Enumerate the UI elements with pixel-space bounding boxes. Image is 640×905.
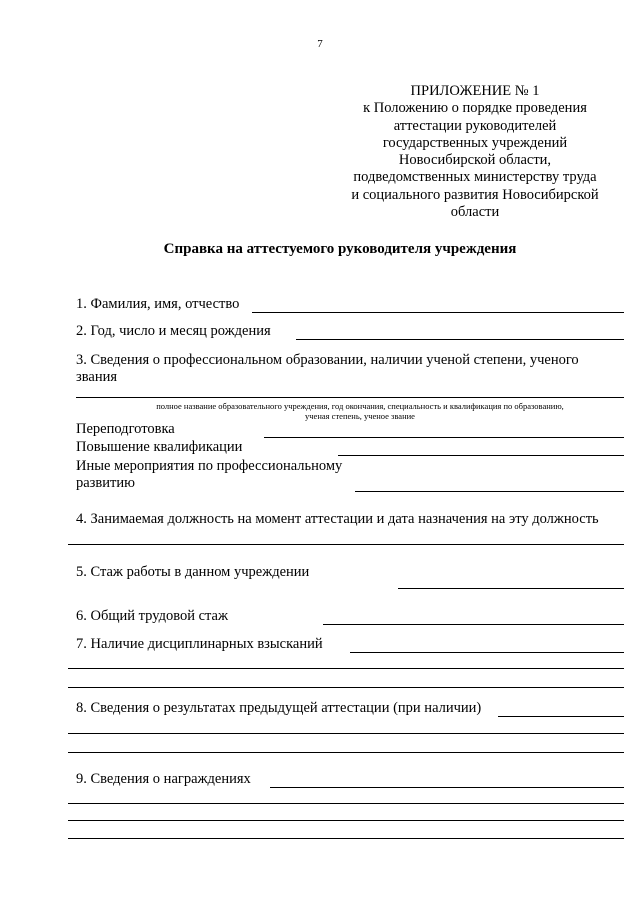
form-title: Справка на аттестуемого руководителя учреждения [163, 241, 517, 257]
appendix-line: области [450, 204, 500, 221]
disciplinary-field-line[interactable] [68, 668, 624, 669]
item-education-label-cont: звания [76, 369, 118, 385]
page-number: 7 [317, 38, 323, 50]
qualification-field-line[interactable] [338, 455, 624, 456]
disciplinary-field-line[interactable] [350, 652, 624, 653]
appendix-line: подведомственных министерству труда [353, 169, 597, 186]
awards-field-line[interactable] [68, 820, 624, 821]
item-awards-label: 9. Сведения о награждениях [76, 771, 251, 787]
full-name-field-line[interactable] [252, 312, 624, 313]
previous-attestation-field-line[interactable] [498, 716, 624, 717]
previous-attestation-field-line[interactable] [68, 733, 624, 734]
tenure-field-line[interactable] [398, 588, 624, 589]
education-hint-cont: ученая степень, ученое звание [305, 411, 415, 421]
other-development-label: Иные мероприятия по профессиональному [76, 458, 343, 474]
item-disciplinary-label: 7. Наличие дисциплинарных взысканий [76, 636, 323, 652]
awards-field-line[interactable] [68, 838, 624, 839]
total-experience-field-line[interactable] [323, 624, 624, 625]
appendix-line: к Положению о порядке проведения [363, 100, 587, 117]
other-development-label-cont: развитию [76, 475, 135, 491]
disciplinary-field-line[interactable] [68, 687, 624, 688]
appendix-block [340, 83, 610, 221]
item-position-label: 4. Занимаемая должность на момент аттестации и дата назначения на эту должность [76, 511, 599, 527]
item-full-name-label: 1. Фамилия, имя, отчество [76, 296, 240, 312]
item-previous-attestation-label: 8. Сведения о результатах предыдущей аттестации (при наличии) [76, 700, 482, 716]
other-development-field-line[interactable] [355, 491, 624, 492]
appendix-line: аттестации руководителей [393, 117, 557, 134]
appendix-title: ПРИЛОЖЕНИЕ № 1 [410, 83, 540, 99]
appendix-line: и социального развития Новосибирской [351, 186, 599, 203]
item-tenure-label: 5. Стаж работы в данном учреждении [76, 564, 310, 580]
appendix-line: государственных учреждений [382, 134, 568, 151]
education-hint: полное название образовательного учреждения, год окончания, специальность и квалификация по образованию, [156, 401, 564, 411]
education-field-line[interactable] [76, 397, 624, 398]
previous-attestation-field-line[interactable] [68, 752, 624, 753]
awards-field-line[interactable] [270, 787, 624, 788]
item-birth-date-label: 2. Год, число и месяц рождения [76, 323, 271, 339]
item-education-label: 3. Сведения о профессиональном образовании, наличии ученой степени, ученого [76, 352, 579, 368]
appendix-line: Новосибирской области, [398, 152, 552, 169]
item-total-experience-label: 6. Общий трудовой стаж [76, 608, 228, 624]
awards-field-line[interactable] [68, 803, 624, 804]
position-field-line[interactable] [68, 544, 624, 545]
birth-date-field-line[interactable] [296, 339, 624, 340]
retraining-label: Переподготовка [76, 421, 175, 437]
retraining-field-line[interactable] [264, 437, 624, 438]
qualification-label: Повышение квалификации [76, 439, 243, 455]
